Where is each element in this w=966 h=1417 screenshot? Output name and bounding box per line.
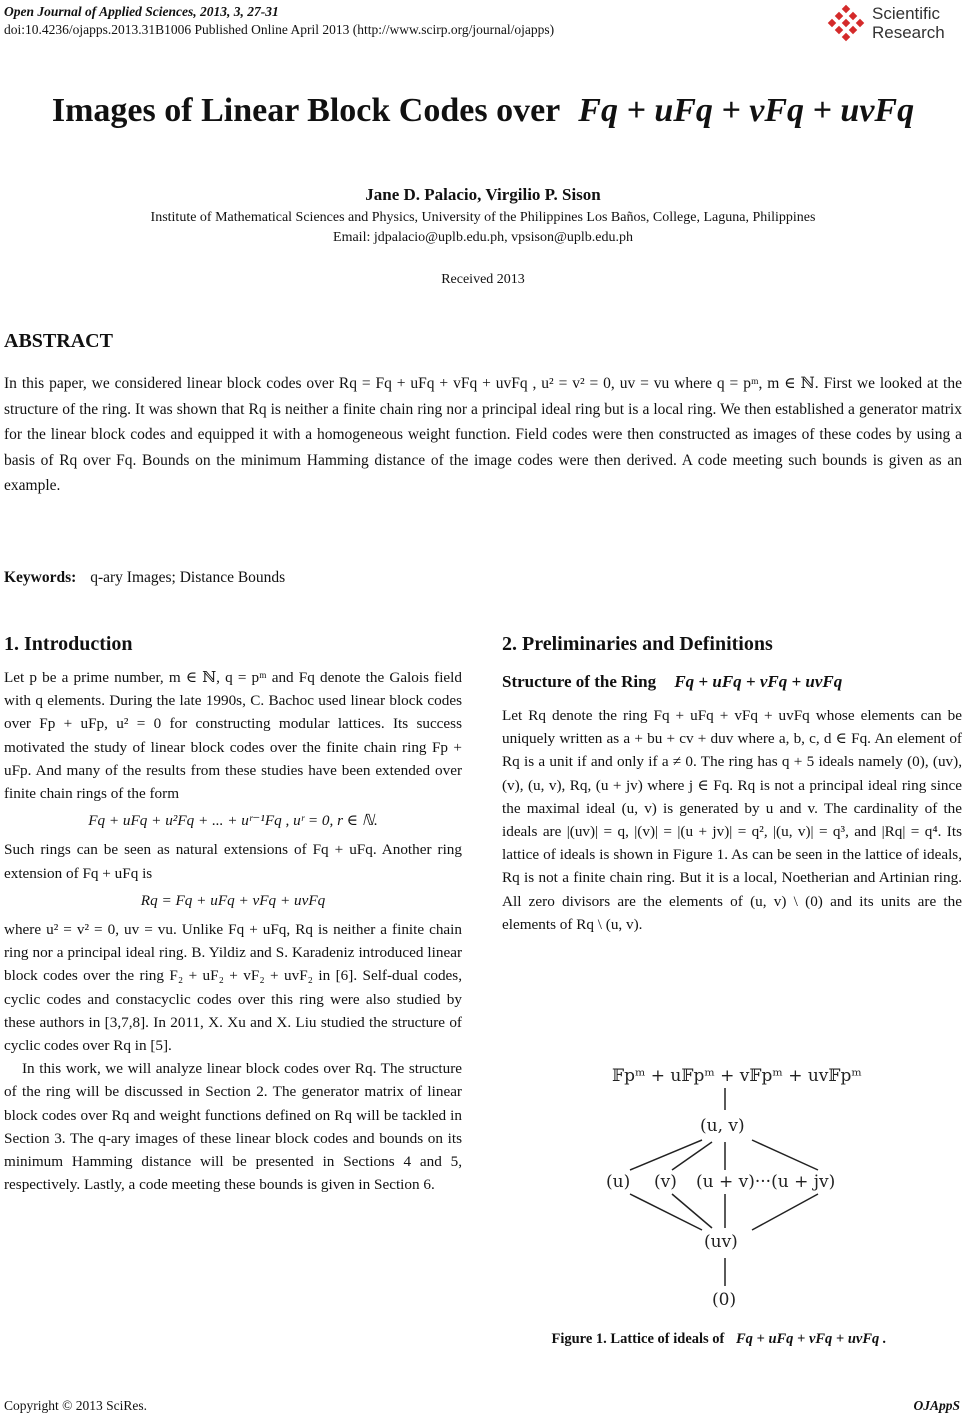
node-ideal-uv: (uv) <box>704 1232 738 1252</box>
logo-wordmark <box>872 4 945 42</box>
subsection-heading <box>502 672 842 692</box>
logo-line-2: Research <box>872 23 945 42</box>
edge-u-uv <box>630 1194 702 1230</box>
section-1-paragraph-2: Such rings can be seen as natural extensions of Fq + uFq. Another ring extension of Fq + uFq is <box>4 841 462 882</box>
edge-ujv-uv <box>752 1194 818 1230</box>
section-1-paragraph-4: In this work, we will analyze linear block codes over Rq. The structure of the ring will be discussed in Section 2. The generator matrix of linear block codes over Rq and weight functions defined on Rq will be tackled in Section 3. The q-ary images of these linear block codes and bounds on its minimum Hamming distance will be presented in Sections 4 and 5, respectively. Lastly, a code meeting these bounds is given in Section 6. <box>4 1060 462 1194</box>
section-1-body <box>4 666 462 1196</box>
node-zero-ideal: (0) <box>712 1290 737 1310</box>
section-1-heading: 1. Introduction <box>4 633 133 655</box>
keywords-list: q-ary Images; Distance Bounds <box>90 569 286 586</box>
section-1-paragraph-3: where u² = v² = 0, uv = vu. Unlike Fq + uFq, Rq is neither a finite chain ring nor a principal ideal ring. B. Yildiz and S. Karadeniz introduced linear block codes over the ring F₂ + uF₂ + vF₂ + uvF₂ in [6]. Self-dual codes, cyclic codes and constacyclic codes over this ring were also studied by these authors in [3,7,8]. In 2011, X. Xu and X. Liu studied the structure of cyclic codes over Rq in [5]. <box>4 921 462 1055</box>
figure-1-caption <box>484 1331 954 1348</box>
journal-citation <box>4 3 279 20</box>
footer-copyright: Copyright © 2013 SciRes. <box>4 1398 148 1413</box>
node-full-ring: 𝔽pᵐ + u𝔽pᵐ + v𝔽pᵐ + uv𝔽pᵐ <box>612 1066 862 1086</box>
footer-journal-abbr: OJAppS <box>913 1398 960 1413</box>
doi-line[interactable]: doi:10.4236/ojapps.2013.31B1006 Published Online April 2013 (http://www.scirp.org/journal/ojapps) <box>4 22 555 37</box>
node-ideal-v: (v) <box>654 1172 677 1192</box>
authors: Jane D. Palacio, Virgilio P. Sison <box>365 185 601 204</box>
abstract-heading: ABSTRACT <box>4 330 113 352</box>
edge-maximal-ujv <box>752 1140 818 1170</box>
keywords-label: Keywords: <box>4 569 77 586</box>
journal-name: Open Journal of Applied Sciences <box>4 4 194 19</box>
affiliation: Institute of Mathematical Sciences and Physics, University of the Philippines Los Baños, College, Laguna, Philippines <box>150 210 816 225</box>
subsection-math: Fq + uFq + vFq + uvFq <box>674 672 843 691</box>
edge-v-uv <box>672 1194 712 1228</box>
keywords <box>4 569 285 587</box>
abstract-body: In this paper, we considered linear block codes over Rq = Fq + uFq + vFq + uvFq , u² = v² = 0, uv = vu where q = pᵐ, m ∈ ℕ. First we looked at the structure of the ring. It was shown that Rq is neither a finite chain ring nor a principal ideal ring but is a local ring. We then established a generator matrix for the linear block codes and equipped it with a homogeneous weight function. Field codes were then constructed as images of these codes by using a basis of Rq over Fq. Bounds on the minimum Hamming distance of the image codes were then derived. A code meeting such bounds is given as an example. <box>4 375 962 494</box>
title-math: Fq + uFq + vFq + uvFq <box>578 92 915 129</box>
received-date: Received 2013 <box>441 272 525 287</box>
subsection-title: Structure of the Ring <box>502 672 657 691</box>
section-2-body <box>502 704 962 936</box>
caption-text: Figure 1. Lattice of ideals of <box>551 1331 725 1347</box>
equation-ring-rq: Rq = Fq + uFq + vFq + uvFq <box>140 891 326 909</box>
node-maximal-ideal: (u, v) <box>700 1116 745 1136</box>
section-2-paragraph-1: Let Rq denote the ring Fq + uFq + vFq + uvFq whose elements can be uniquely written as a + bu + cv + duv where a, b, c, d ∈ Fq. An element of Rq is a unit if and only if a ≠ 0. The ring has q + 5 ideals namely (0), (uv), (v), (u, v), Rq, (u + jv) where j ∈ Fq. Rq is not a principal ideal ring since the maximal ideal (u, v) is generated by u and v. The cardinality of the ideals are |(uv)| = q, |(v)| = |(u + jv)| = q², |(u, v)| = q³, and |Rq| = q⁴. Its lattice of ideals is shown in Figure 1. As can be seen in the lattice of ideals, Rq is not a finite chain ring. But it is a local, Noetherian and Artinian ring. All zero divisors are the elements of (u, v) \ (0) and its units are the elements of Rq \ (u, v). <box>502 707 962 933</box>
lattice-edges <box>600 1062 860 1324</box>
figure-1-lattice <box>600 1062 860 1324</box>
journal-volume: , 2013, 3, 27-31 <box>193 4 279 19</box>
edge-maximal-u <box>630 1140 702 1170</box>
equation-chain-ring: Fq + uFq + u²Fq + ... + uʳ⁻¹Fq , uʳ = 0, r ∈ ℕ. <box>88 812 378 830</box>
paper-title <box>0 92 966 130</box>
logo-line-1: Scientific <box>872 4 941 23</box>
node-ideal-u: (u) <box>606 1172 631 1192</box>
section-1-paragraph-1: Let p be a prime number, m ∈ ℕ, q = pᵐ and Fq denote the Galois field with q elements. During the late 1990s, C. Bachoc used linear block codes over Fp + uFp, u² = 0 for constructing modular lattices. Its success motivated the study of linear block codes over the finite chain ring Fp + uFp. And many of the results from these studies have been extended over finite chain rings of the form <box>4 669 462 803</box>
section-2-heading: 2. Preliminaries and Definitions <box>502 633 773 655</box>
publisher-logo[interactable] <box>826 4 956 44</box>
node-ideal-u-plus-jv: (u + v)···(u + jv) <box>696 1172 836 1192</box>
caption-math: Fq + uFq + vFq + uvFq . <box>736 1331 887 1347</box>
title-text: Images of Linear Block Codes over <box>51 92 561 129</box>
edge-maximal-v <box>672 1142 712 1170</box>
scientific-research-logo-icon <box>826 4 868 44</box>
author-emails[interactable]: Email: jdpalacio@uplb.edu.ph, vpsison@uplb.edu.ph <box>333 230 633 245</box>
